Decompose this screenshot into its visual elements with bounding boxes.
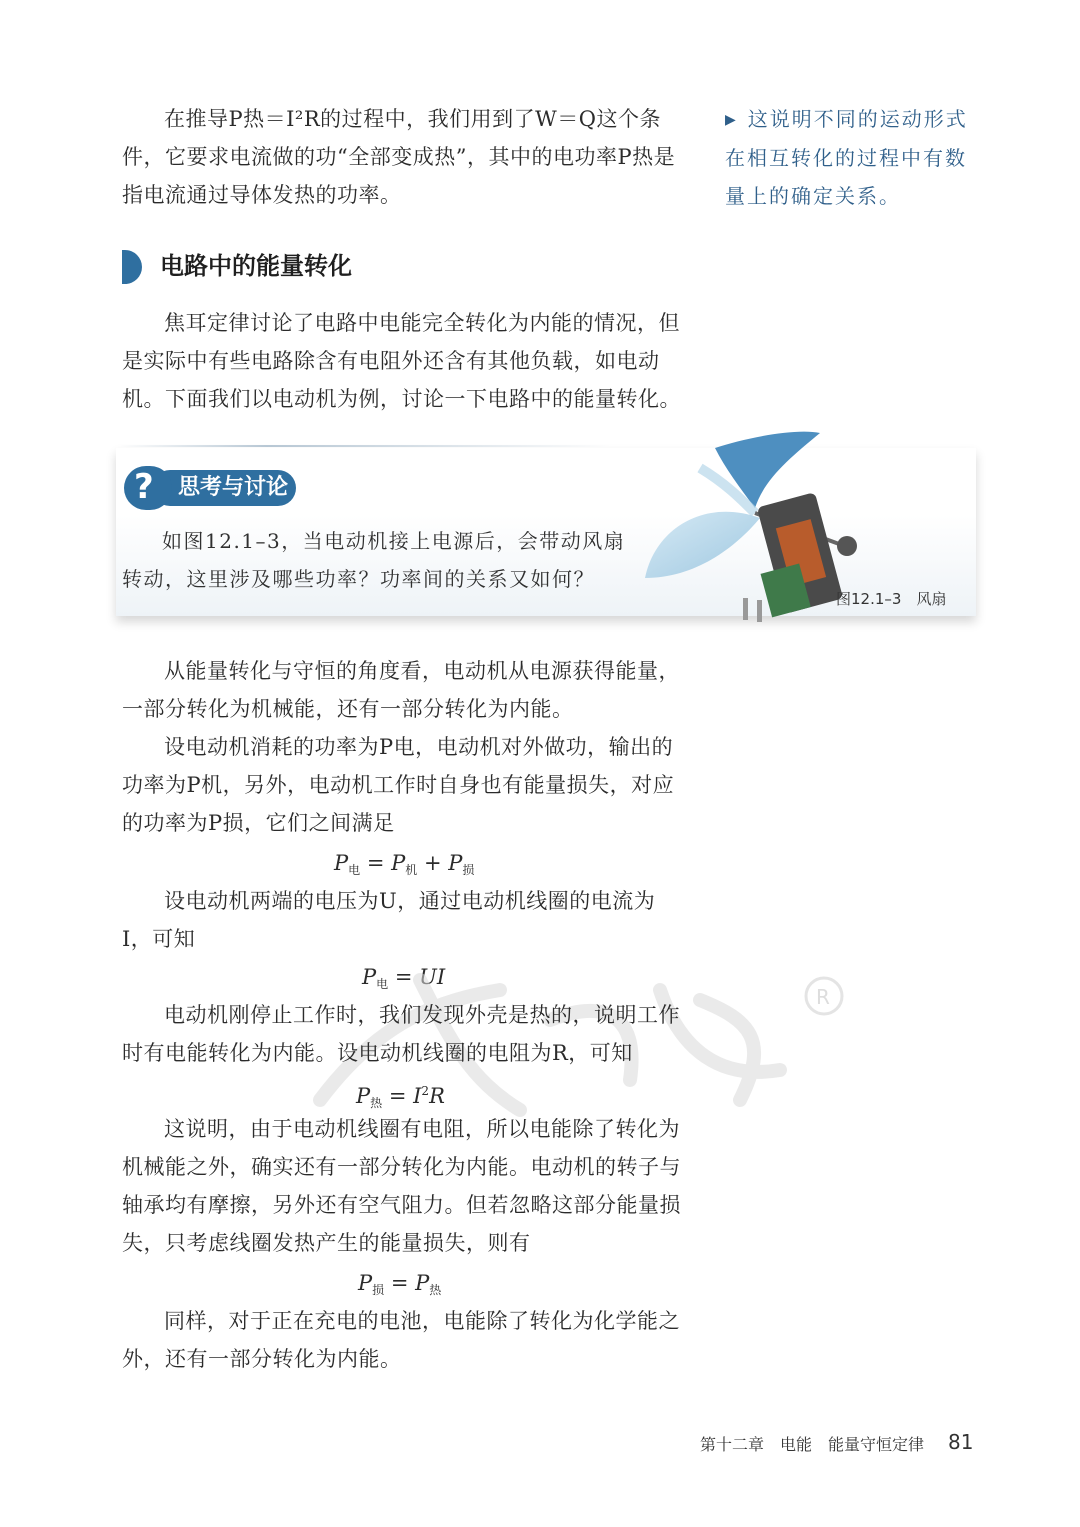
figure-caption: 图12.1–3 风扇 [836, 590, 947, 608]
formula-subscript: 电 [348, 863, 361, 877]
discussion-text: 如图12.1–3，当电动机接上电源后，会带动风扇转动，这里涉及哪些功率？功率间的关系又如何？ [122, 529, 626, 591]
chapter-title: 第十二章 电能 能量守恒定律 [700, 1435, 925, 1454]
discussion-badge [124, 466, 296, 510]
motor-pin-2 [757, 600, 762, 622]
formula-superscript: 2 [421, 1084, 430, 1098]
margin-note [725, 100, 980, 215]
formula-symbol: P [356, 1084, 371, 1108]
formula-symbol: R [429, 1084, 445, 1108]
formula-symbol: = P [390, 1271, 430, 1295]
formula-symbol: P [358, 1271, 373, 1295]
paragraph-energy-view: 从能量转化与守恒的角度看，电动机从电源获得能量，一部分转化为机械能，还有一部分转化为内能。 [122, 659, 680, 721]
paragraph-voltage-current: 设电动机两端的电压为U，通过电动机线圈的电流为I，可知 [122, 889, 656, 951]
formula-subscript: 损 [462, 863, 475, 877]
formula-symbol: = UI [394, 965, 446, 989]
motor-hub [837, 536, 857, 556]
discussion-divider [120, 445, 610, 447]
formula-symbol: P [334, 851, 349, 875]
question-icon: ? [124, 466, 172, 510]
triangle-bullet-icon: ▶ [725, 112, 738, 128]
formula-subscript: 热 [370, 1096, 383, 1110]
paragraph-heat-observation: 电动机刚停止工作时，我们发现外壳是热的，说明工作时有电能转化为内能。设电动机线圈的电阻为R，可知 [122, 1003, 680, 1065]
formula-subscript: 机 [405, 863, 418, 877]
paragraph-battery: 同样，对于正在充电的电池，电能除了转化为化学能之外，还有一部分转化为内能。 [122, 1309, 680, 1371]
paragraph-friction-loss: 这说明，由于电动机线圈有电阻，所以电能除了转化为机械能之外，确实还有一部分转化为内能。电动机的转子与轴承均有摩擦，另外还有空气阻力。但若忽略这部分能量损失，只考虑线圈发热产生的能量损失，则有 [122, 1117, 681, 1255]
section-title: 电路中的能量转化 [160, 252, 352, 280]
section-marker-icon [122, 250, 142, 284]
formula-subscript: 电 [376, 977, 389, 991]
page-number: 81 [948, 1430, 974, 1454]
paragraph-joule-derivation: 在推导P热＝I²R的过程中，我们用到了W＝Q这个条件，它要求电流做的功“全部变成热”，其中的电功率P热是指电流通过导体发热的功率。 [122, 107, 676, 207]
margin-note-text: 这说明不同的运动形式在相互转化的过程中有数量上的确定关系。 [725, 107, 968, 208]
formula-symbol: P [362, 965, 377, 989]
badge-label: 思考与讨论 [178, 475, 289, 500]
formula-subscript: 损 [372, 1283, 385, 1297]
page-footer [700, 1432, 934, 1455]
motor-pin-1 [743, 598, 748, 620]
formula-symbol: = I [388, 1084, 422, 1108]
formula-subscript: 热 [429, 1283, 442, 1297]
paragraph-power-definitions: 设电动机消耗的功率为P电，电动机对外做功，输出的功率为P机，另外，电动机工作时自身也有能量损失，对应的功率为P损，它们之间满足 [122, 735, 675, 835]
fan-blade-lower [645, 512, 760, 578]
formula-symbol: = P [366, 851, 406, 875]
formula-symbol: + P [423, 851, 463, 875]
paragraph-intro-motor: 焦耳定律讨论了电路中电能完全转化为内能的情况，但是实际中有些电路除含有电阻外还含有其他负载，如电动机。下面我们以电动机为例，讨论一下电路中的能量转化。 [122, 311, 681, 411]
registered-mark-letter: R [816, 985, 830, 1009]
